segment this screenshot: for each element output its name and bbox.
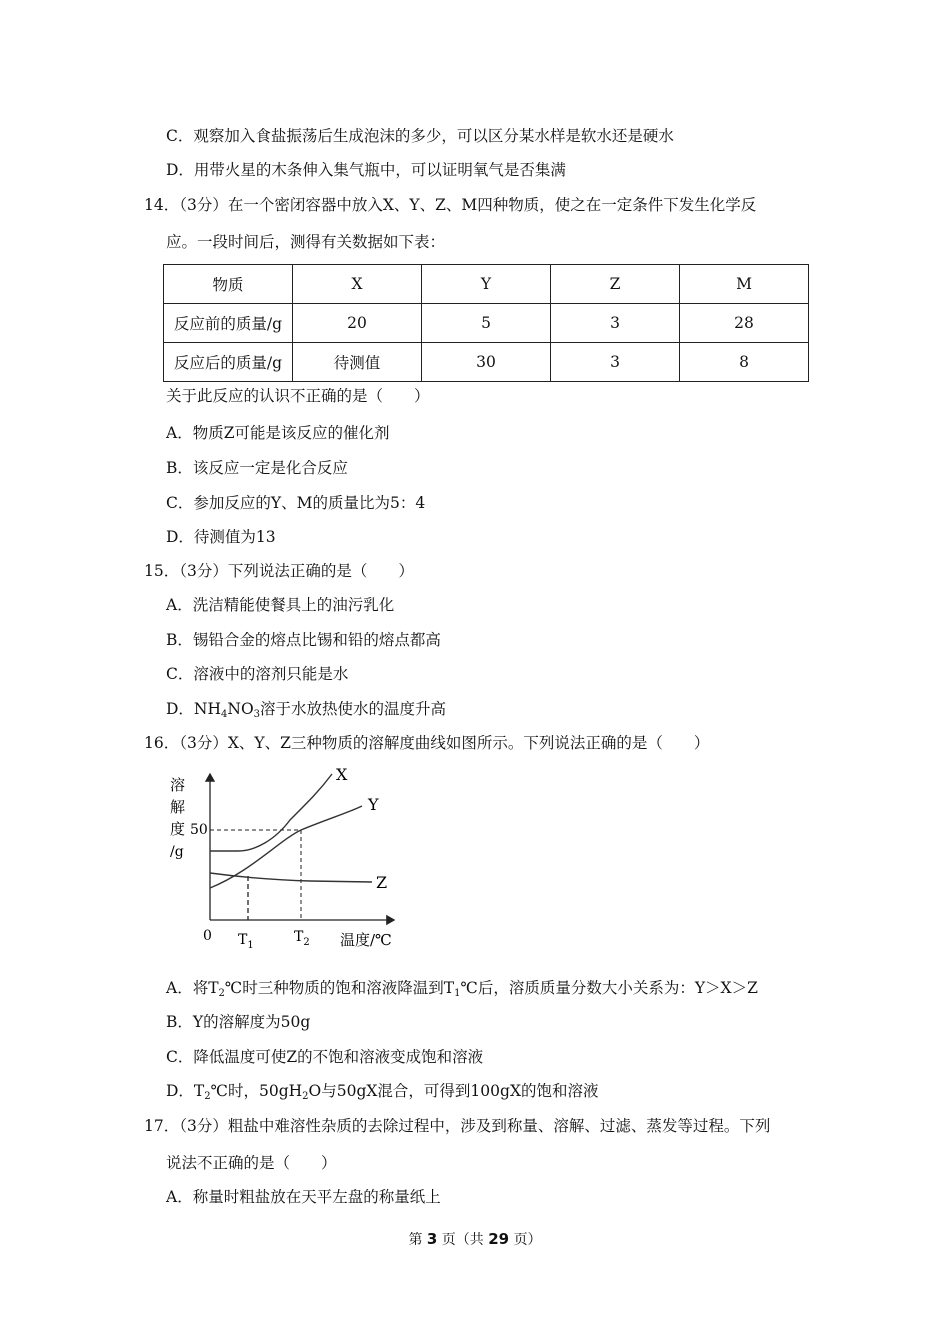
- table-cell: X: [293, 265, 422, 304]
- table-cell: Y: [422, 265, 551, 304]
- q17-stem-line2: 说法不正确的是（ ）: [166, 1154, 337, 1172]
- q15-option-c: C．溶液中的溶剂只能是水: [166, 665, 349, 683]
- table-cell: 物质: [164, 265, 293, 304]
- table-cell: Z: [551, 265, 680, 304]
- label-y: Y: [368, 795, 379, 814]
- table-cell: 20: [293, 304, 422, 343]
- q17-stem-line1: 17．（3分）粗盐中难溶性杂质的去除过程中，涉及到称量、溶解、过滤、蒸发等过程。下列: [144, 1117, 771, 1135]
- q14-question: 关于此反应的认识不正确的是（ ）: [166, 387, 430, 405]
- q14-data-table: [163, 264, 809, 382]
- y-axis-label: /g: [170, 844, 184, 860]
- curve-x: [210, 774, 332, 851]
- q17-option-a: A．称量时粗盐放在天平左盘的称量纸上: [166, 1188, 441, 1206]
- q13-option-d: D．用带火星的木条伸入集气瓶中，可以证明氧气是否集满: [166, 161, 566, 179]
- q14-stem-line2: 应。一段时间后，测得有关数据如下表：: [166, 233, 446, 251]
- table-cell: 待测值: [293, 343, 422, 382]
- x-tick-t2: $T_2$: [294, 929, 310, 948]
- table-header-row: [164, 265, 809, 304]
- table-cell: 30: [422, 343, 551, 382]
- table-cell: 28: [680, 304, 809, 343]
- curve-z: [210, 873, 372, 882]
- table-cell: M: [680, 265, 809, 304]
- y-axis-label: 度: [170, 820, 186, 838]
- y-axis-label: 解: [170, 798, 186, 816]
- label-z: Z: [376, 873, 388, 892]
- origin-label: 0: [203, 928, 212, 944]
- q15-option-b: B．锡铅合金的熔点比锡和铅的熔点都高: [166, 631, 441, 649]
- label-x: X: [336, 765, 348, 784]
- x-axis-label: 温度/℃: [340, 931, 392, 949]
- x-tick-t1: $T_1$: [238, 932, 254, 951]
- page-number: 3: [426, 1230, 438, 1248]
- page-total: 29: [488, 1230, 510, 1248]
- q14-option-b: B．该反应一定是化合反应: [166, 459, 348, 477]
- table-row: [164, 304, 809, 343]
- q14-option-d: D．待测值为13: [166, 528, 276, 546]
- q14-option-a: A．物质Z可能是该反应的催化剂: [166, 424, 390, 442]
- q14-option-c: C．参加反应的Y、M的质量比为5：4: [166, 494, 426, 512]
- q16-stem: 16．（3分）X、Y、Z三种物质的溶解度曲线如图所示。下列说法正确的是（ ）: [144, 734, 710, 752]
- q16-option-a: A．将$T_2℃$时三种物质的饱和溶液降温到$T_1℃$后，溶质质量分数大小关系为：Y＞X＞Z: [166, 979, 758, 999]
- q16-option-b: B．Y的溶解度为50g: [166, 1013, 311, 1031]
- q15-stem: 15．（3分）下列说法正确的是（ ）: [144, 562, 414, 580]
- table-row: [164, 343, 809, 382]
- y-tick-50: 50: [190, 822, 208, 838]
- table-cell: 3: [551, 304, 680, 343]
- table-cell: 3: [551, 343, 680, 382]
- table-cell: 反应前的质量/g: [164, 304, 293, 343]
- q16-option-c: C．降低温度可使Z的不饱和溶液变成饱和溶液: [166, 1048, 484, 1066]
- y-axis-label: 溶: [170, 776, 186, 794]
- solubility-curve-chart: [160, 760, 420, 956]
- page-footer: 第 3 页（共 29 页）: [408, 1230, 542, 1248]
- q13-option-c: C．观察加入食盐振荡后生成泡沫的多少，可以区分某水样是软水还是硬水: [166, 127, 674, 145]
- table-cell: 反应后的质量/g: [164, 343, 293, 382]
- q15-option-d: D．$NH_4NO_3$溶于水放热使水的温度升高: [166, 700, 447, 720]
- table-cell: 5: [422, 304, 551, 343]
- q16-option-d: D．$T_2℃$时，$50gH_2O$与50gX混合，可得到100gX的饱和溶液: [166, 1082, 599, 1102]
- q15-option-a: A．洗洁精能使餐具上的油污乳化: [166, 596, 395, 614]
- table-cell: 8: [680, 343, 809, 382]
- q14-stem-line1: 14．（3分）在一个密闭容器中放入X、Y、Z、M四种物质，使之在一定条件下发生化学反: [144, 196, 757, 214]
